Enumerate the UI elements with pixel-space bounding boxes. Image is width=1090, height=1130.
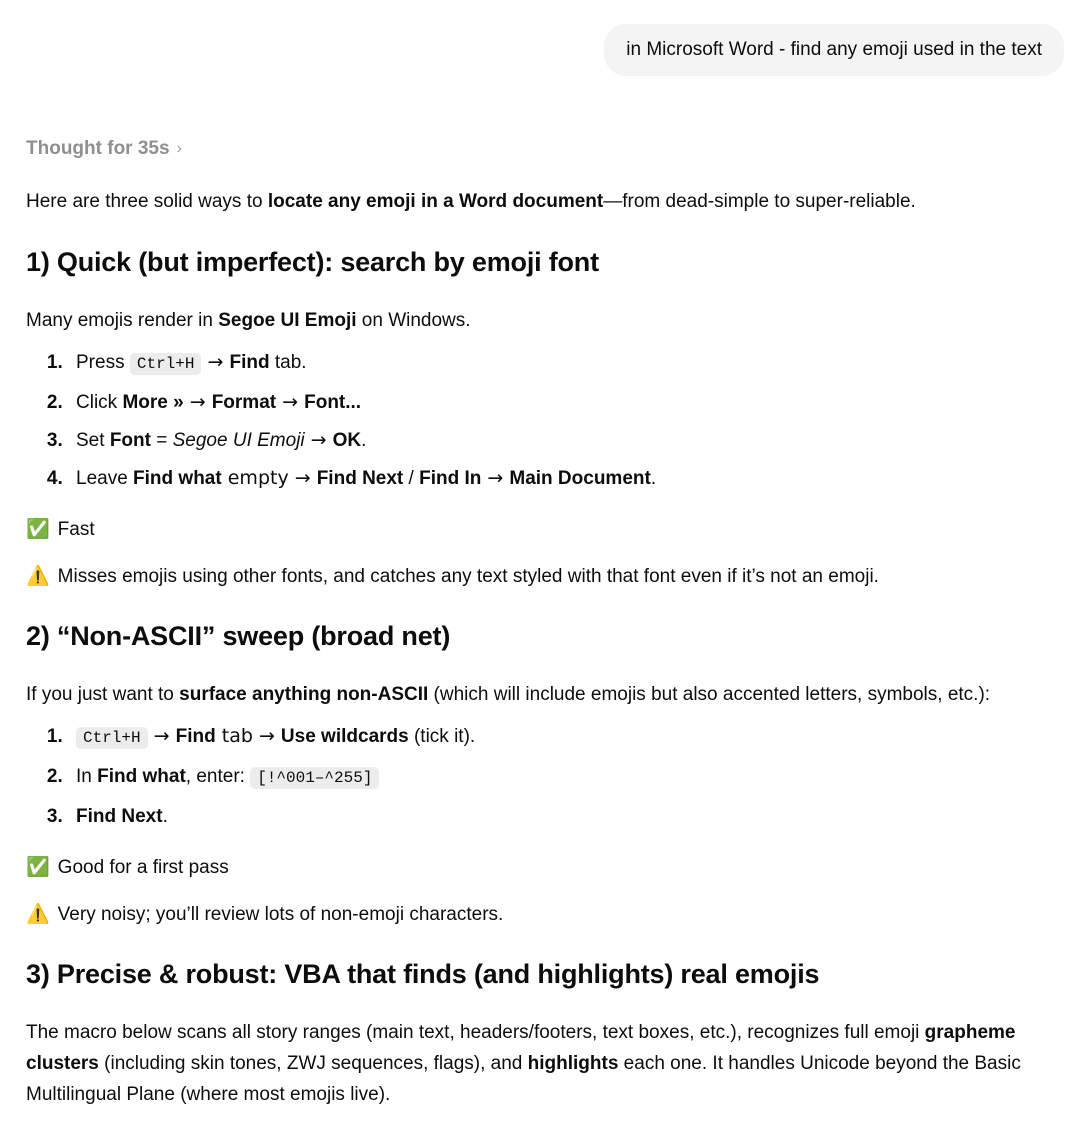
section-1-pro (26, 515, 1064, 544)
thought-label: Thought for 35s (26, 138, 170, 159)
step-bold: Find Next (316, 468, 404, 489)
section-1-steps (26, 348, 1064, 493)
check-mark-icon: ✅ (26, 519, 50, 540)
pro-text: Fast (57, 519, 95, 540)
thought-summary-toggle[interactable] (26, 138, 1064, 160)
step-bold: Format (211, 392, 277, 413)
pro-text: Good for a first pass (57, 857, 229, 878)
step-bold: More » (122, 392, 184, 413)
section-2-con (26, 900, 1064, 929)
wildcard-code: [!^001–^255] (250, 767, 379, 789)
step-text: Click (76, 392, 123, 413)
step-text: In (76, 766, 98, 787)
step-text: / (403, 468, 420, 489)
closing-bold: grapheme clusters (26, 1022, 1016, 1074)
section-2-steps (26, 722, 1064, 831)
intro-bold: locate any emoji in a Word document (267, 191, 604, 212)
section-1-heading: 1) Quick (but imperfect): search by emoji font (26, 247, 599, 277)
step-text: empty → (221, 467, 317, 489)
con-text: Very noisy; you’ll review lots of non-emoji characters. (57, 904, 504, 925)
list-item (68, 348, 1064, 379)
step-text: → (481, 467, 510, 489)
step-bold: Find what (133, 468, 222, 489)
step-bold: Find what (97, 766, 186, 787)
list-item (68, 388, 1064, 417)
step-text: = (150, 430, 173, 451)
step-bold: Font (109, 430, 151, 451)
intro-post: —from dead-simple to super-reliable. (603, 191, 916, 212)
section-2-pro (26, 853, 1064, 882)
step-bold: Find (175, 726, 216, 747)
section-3-heading: 3) Precise & robust: VBA that finds (and highlights) real emojis (26, 959, 820, 989)
step-text: . (650, 468, 657, 489)
step-text: (tick it). (408, 726, 476, 747)
step-text: → (276, 391, 305, 413)
closing-bold: highlights (527, 1053, 619, 1074)
step-text: Set (76, 430, 110, 451)
section-3-closing (26, 1017, 1064, 1110)
intro-pre: Here are three solid ways to (26, 191, 268, 212)
section-2-lead-pre: If you just want to (26, 684, 180, 705)
step-text: → (147, 725, 176, 747)
step-text: . (162, 806, 168, 827)
warning-icon: ⚠️ (26, 566, 50, 587)
closing-text: (including skin tones, ZWJ sequences, flags), and (98, 1053, 528, 1074)
section-1-lead-post: on Windows. (356, 310, 471, 331)
list-item (68, 722, 1064, 753)
list-item (68, 762, 1064, 793)
chevron-right-icon: › (176, 140, 182, 157)
section-1-lead-pre: Many emojis render in (26, 310, 219, 331)
step-bold: Find Next (76, 806, 163, 827)
check-mark-icon: ✅ (26, 857, 50, 878)
section-2-lead-bold: surface anything non-ASCII (179, 684, 429, 705)
section-1-con (26, 562, 1064, 591)
list-item (68, 464, 1064, 493)
shortcut-code: Ctrl+H (76, 727, 148, 749)
warning-icon: ⚠️ (26, 904, 50, 925)
list-item (68, 802, 1064, 831)
list-item (68, 426, 1064, 455)
step-bold: Use wildcards (280, 726, 409, 747)
con-text: Misses emojis using other fonts, and catches any text styled with that font even if it’s not an emoji. (57, 566, 879, 587)
step-text: Leave (76, 468, 134, 489)
section-1-lead (26, 305, 1064, 336)
step-text: → (304, 429, 333, 451)
step-text: tab → (215, 725, 281, 747)
section-2-heading: 2) “Non-ASCII” sweep (broad net) (26, 621, 451, 651)
intro-paragraph (26, 186, 1064, 217)
section-2-lead (26, 679, 1064, 710)
section-1-lead-bold: Segoe UI Emoji (218, 310, 357, 331)
closing-text: The macro below scans all story ranges (main text, headers/footers, text boxes, etc.), recognizes full emoji (26, 1022, 925, 1043)
step-bold: Font... (304, 392, 362, 413)
step-bold: OK (332, 430, 362, 451)
shortcut-code: Ctrl+H (130, 353, 202, 375)
user-message-bubble: in Microsoft Word - find any emoji used in the text (604, 24, 1064, 76)
step-text: . (361, 430, 367, 451)
step-text: Press (76, 352, 130, 373)
step-text: tab. (269, 352, 307, 373)
step-italic: Segoe UI Emoji (172, 430, 305, 451)
closing-text: each one. It handles Unicode beyond the Basic Multilingual Plane (where most emojis live). (26, 1053, 1021, 1105)
step-text: → (183, 391, 212, 413)
step-text: , enter: (185, 766, 251, 787)
step-bold: Find In (419, 468, 482, 489)
step-bold: Main Document (509, 468, 651, 489)
section-2-lead-post: (which will include emojis but also accented letters, symbols, etc.): (428, 684, 991, 705)
user-message-row (26, 0, 1064, 76)
step-text: → (201, 351, 230, 373)
step-bold: Find (229, 352, 270, 373)
